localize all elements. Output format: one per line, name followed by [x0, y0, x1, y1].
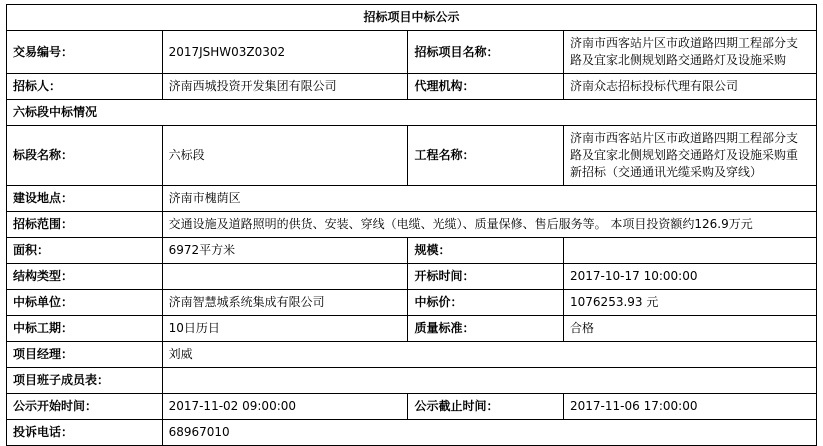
manager-value: 刘威 [162, 342, 816, 368]
table-row-tenderer [7, 74, 817, 100]
table-row-winner [7, 290, 817, 316]
bid-open-time-label: 开标时间： [408, 264, 564, 290]
spec-value [564, 238, 817, 264]
publish-end-label: 公示截止时间： [408, 394, 564, 420]
manager-label: 项目经理： [7, 342, 163, 368]
scope-value: 交通设施及道路照明的供货、安装、穿线（电缆、光缆）、质量保修、售后服务等。 本项目投资额约126.9万元 [162, 212, 816, 238]
table-row-lot-name [7, 126, 817, 186]
complaint-phone-value: 68967010 [162, 420, 816, 446]
duration-value: 10日历日 [162, 316, 408, 342]
trade-no-label: 交易编号： [7, 31, 163, 74]
bid-open-time-value: 2017-10-17 10:00:00 [564, 264, 817, 290]
bid-announcement-table [6, 4, 817, 446]
publish-start-value: 2017-11-02 09:00:00 [162, 394, 408, 420]
structure-value [162, 264, 408, 290]
table-row-duration [7, 316, 817, 342]
publish-start-label: 公示开始时间： [7, 394, 163, 420]
spec-label: 规模： [408, 238, 564, 264]
team-value [162, 368, 816, 394]
lot-name-label: 标段名称： [7, 126, 163, 186]
project-title-value: 济南市西客站片区市政道路四期工程部分支路及宜家北侧规划路交通路灯及设施采购重新招标（交通通讯光缆采购及穿线） [564, 126, 817, 186]
tenderer-label: 招标人： [7, 74, 163, 100]
agency-value: 济南众志招标投标代理有限公司 [564, 74, 817, 100]
winner-value: 济南智慧城系统集成有限公司 [162, 290, 408, 316]
document-page [0, 4, 823, 439]
team-label: 项目班子成员表： [7, 368, 163, 394]
complaint-phone-label: 投诉电话： [7, 420, 163, 446]
table-row-complaint-phone [7, 420, 817, 446]
scope-label: 招标范围： [7, 212, 163, 238]
duration-label: 中标工期： [7, 316, 163, 342]
page-title: 招标项目中标公示 [7, 5, 817, 31]
bid-price-value: 1076253.93 元 [564, 290, 817, 316]
table-row-manager [7, 342, 817, 368]
project-name-label: 招标项目名称： [408, 31, 564, 74]
tenderer-value: 济南西城投资开发集团有限公司 [162, 74, 408, 100]
project-name-value: 济南市西客站片区市政道路四期工程部分支路及宜家北侧规划路交通路灯及设施采购 [564, 31, 817, 74]
quality-label: 质量标准： [408, 316, 564, 342]
table-row-area [7, 238, 817, 264]
lot-section-heading: 六标段中标情况 [7, 100, 817, 126]
structure-label: 结构类型： [7, 264, 163, 290]
quality-value: 合格 [564, 316, 817, 342]
table-row-lot-section [7, 100, 817, 126]
area-label: 面积： [7, 238, 163, 264]
table-row-structure [7, 264, 817, 290]
bid-price-label: 中标价： [408, 290, 564, 316]
site-label: 建设地点： [7, 186, 163, 212]
publish-end-value: 2017-11-06 17:00:00 [564, 394, 817, 420]
table-row-team [7, 368, 817, 394]
winner-label: 中标单位： [7, 290, 163, 316]
table-row-title [7, 5, 817, 31]
site-value: 济南市槐荫区 [162, 186, 816, 212]
table-row-scope [7, 212, 817, 238]
table-row-site [7, 186, 817, 212]
table-row-trade-no [7, 31, 817, 74]
area-value: 6972平方米 [162, 238, 408, 264]
trade-no-value: 2017JSHW03Z0302 [162, 31, 408, 74]
agency-label: 代理机构： [408, 74, 564, 100]
lot-name-value: 六标段 [162, 126, 408, 186]
table-row-publish-time [7, 394, 817, 420]
project-title-label: 工程名称： [408, 126, 564, 186]
